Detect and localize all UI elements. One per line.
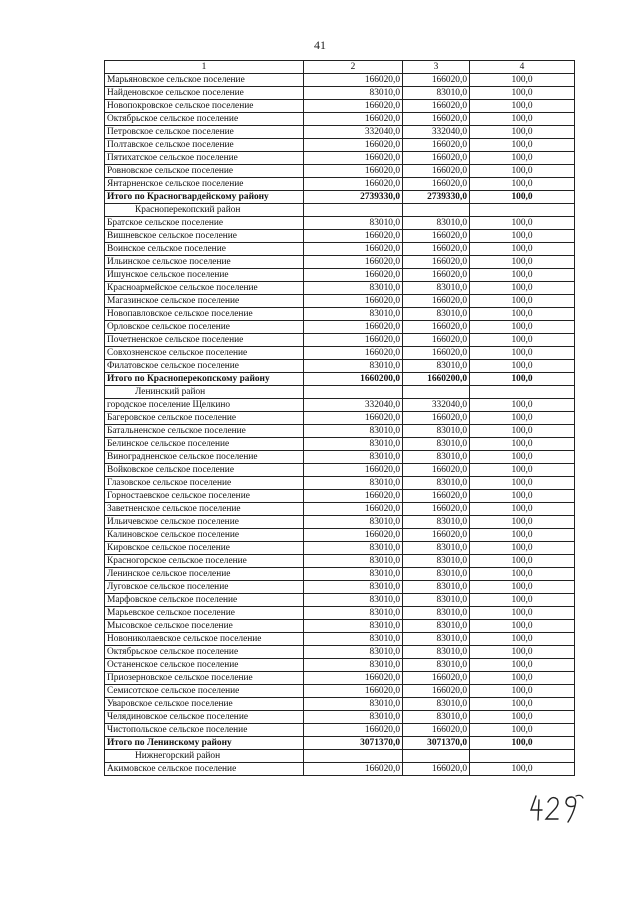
planned-amount-cell: 166020,0: [304, 503, 403, 516]
percent-cell: 100,0: [470, 334, 575, 347]
name-cell: Филатовское сельское поселение: [105, 360, 304, 373]
planned-amount-cell: 166020,0: [304, 763, 403, 776]
planned-amount-cell: 83010,0: [304, 360, 403, 373]
planned-amount-cell: 83010,0: [304, 646, 403, 659]
planned-amount-cell: 83010,0: [304, 581, 403, 594]
table-row: [105, 672, 575, 685]
table-row: [105, 178, 575, 191]
name-cell: Полтавское сельское поселение: [105, 139, 304, 152]
table-body: [105, 74, 575, 776]
percent-cell: 100,0: [470, 607, 575, 620]
table-row: [105, 477, 575, 490]
name-cell: Багеровское сельское поселение: [105, 412, 304, 425]
total-row: [105, 373, 575, 386]
table-row: [105, 438, 575, 451]
table-row: [105, 503, 575, 516]
table-row: [105, 334, 575, 347]
percent-cell: 100,0: [470, 178, 575, 191]
percent-cell: 100,0: [470, 516, 575, 529]
percent-cell: [470, 204, 575, 217]
table-row: [105, 594, 575, 607]
actual-amount-cell: 83010,0: [403, 425, 470, 438]
actual-amount-cell: 83010,0: [403, 438, 470, 451]
header-col-1: 1: [105, 61, 304, 74]
table-row: [105, 360, 575, 373]
name-cell: Совхозненское сельское поселение: [105, 347, 304, 360]
planned-amount-cell: 166020,0: [304, 347, 403, 360]
header-col-3: 3: [403, 61, 470, 74]
table-row: [105, 347, 575, 360]
name-cell: Глазовское сельское поселение: [105, 477, 304, 490]
planned-amount-cell: 166020,0: [304, 334, 403, 347]
name-cell: Кировское сельское поселение: [105, 542, 304, 555]
percent-cell: 100,0: [470, 191, 575, 204]
name-cell: Останенское сельское поселение: [105, 659, 304, 672]
percent-cell: 100,0: [470, 217, 575, 230]
percent-cell: 100,0: [470, 451, 575, 464]
planned-amount-cell: 166020,0: [304, 412, 403, 425]
planned-amount-cell: 166020,0: [304, 672, 403, 685]
percent-cell: 100,0: [470, 438, 575, 451]
name-cell: Ильичевское сельское поселение: [105, 516, 304, 529]
percent-cell: 100,0: [470, 126, 575, 139]
planned-amount-cell: 83010,0: [304, 451, 403, 464]
percent-cell: 100,0: [470, 425, 575, 438]
percent-cell: 100,0: [470, 100, 575, 113]
table-row: [105, 607, 575, 620]
planned-amount-cell: 83010,0: [304, 633, 403, 646]
handwritten-page-number: [528, 792, 588, 826]
table-row: [105, 282, 575, 295]
percent-cell: 100,0: [470, 321, 575, 334]
actual-amount-cell: 83010,0: [403, 646, 470, 659]
percent-cell: 100,0: [470, 711, 575, 724]
planned-amount-cell: 83010,0: [304, 542, 403, 555]
actual-amount-cell: 166020,0: [403, 672, 470, 685]
actual-amount-cell: 166020,0: [403, 178, 470, 191]
actual-amount-cell: 83010,0: [403, 542, 470, 555]
district-heading-row: [105, 204, 575, 217]
actual-amount-cell: 166020,0: [403, 334, 470, 347]
actual-amount-cell: 166020,0: [403, 269, 470, 282]
percent-cell: 100,0: [470, 74, 575, 87]
table-row: [105, 74, 575, 87]
planned-amount-cell: 83010,0: [304, 711, 403, 724]
header-col-2: 2: [304, 61, 403, 74]
planned-amount-cell: 166020,0: [304, 490, 403, 503]
name-cell: Ишунское сельское поселение: [105, 269, 304, 282]
percent-cell: 100,0: [470, 256, 575, 269]
name-cell: Акимовское сельское поселение: [105, 763, 304, 776]
planned-amount-cell: 83010,0: [304, 568, 403, 581]
name-cell: Октябрьское сельское поселение: [105, 113, 304, 126]
name-cell: Уваровское сельское поселение: [105, 698, 304, 711]
percent-cell: 100,0: [470, 113, 575, 126]
name-cell: Марьевское сельское поселение: [105, 607, 304, 620]
percent-cell: 100,0: [470, 347, 575, 360]
name-cell: Мысовское сельское поселение: [105, 620, 304, 633]
actual-amount-cell: 166020,0: [403, 74, 470, 87]
name-cell: Ильинское сельское поселение: [105, 256, 304, 269]
name-cell: Магазинское сельское поселение: [105, 295, 304, 308]
planned-amount-cell: 332040,0: [304, 399, 403, 412]
table-row: [105, 165, 575, 178]
percent-cell: 100,0: [470, 724, 575, 737]
percent-cell: 100,0: [470, 646, 575, 659]
planned-amount-cell: 166020,0: [304, 178, 403, 191]
planned-amount-cell: 83010,0: [304, 698, 403, 711]
table-row: [105, 100, 575, 113]
actual-amount-cell: 83010,0: [403, 607, 470, 620]
planned-amount-cell: [304, 750, 403, 763]
actual-amount-cell: 166020,0: [403, 412, 470, 425]
name-cell: Новониколаевское сельское поселение: [105, 633, 304, 646]
name-cell: Марфовское сельское поселение: [105, 594, 304, 607]
planned-amount-cell: 1660200,0: [304, 373, 403, 386]
percent-cell: 100,0: [470, 763, 575, 776]
actual-amount-cell: 166020,0: [403, 724, 470, 737]
actual-amount-cell: 83010,0: [403, 308, 470, 321]
header-row: [105, 61, 575, 74]
table-row: [105, 399, 575, 412]
percent-cell: 100,0: [470, 87, 575, 100]
actual-amount-cell: 83010,0: [403, 659, 470, 672]
planned-amount-cell: 166020,0: [304, 529, 403, 542]
table-row: [105, 763, 575, 776]
actual-amount-cell: 3071370,0: [403, 737, 470, 750]
percent-cell: 100,0: [470, 620, 575, 633]
planned-amount-cell: 166020,0: [304, 295, 403, 308]
percent-cell: [470, 750, 575, 763]
planned-amount-cell: 83010,0: [304, 217, 403, 230]
actual-amount-cell: 166020,0: [403, 256, 470, 269]
name-cell: Белинское сельское поселение: [105, 438, 304, 451]
actual-amount-cell: 83010,0: [403, 581, 470, 594]
budget-table: [104, 60, 575, 776]
name-cell: Семисотское сельское поселение: [105, 685, 304, 698]
planned-amount-cell: 166020,0: [304, 256, 403, 269]
district-heading-row: [105, 386, 575, 399]
name-cell: Найденовское сельское поселение: [105, 87, 304, 100]
actual-amount-cell: [403, 204, 470, 217]
percent-cell: 100,0: [470, 373, 575, 386]
table-row: [105, 659, 575, 672]
table-row: [105, 139, 575, 152]
table-row: [105, 425, 575, 438]
table-row: [105, 646, 575, 659]
name-cell: Пятихатское сельское поселение: [105, 152, 304, 165]
district-heading-row: [105, 750, 575, 763]
name-cell: Итого по Ленинскому району: [105, 737, 304, 750]
actual-amount-cell: 166020,0: [403, 503, 470, 516]
actual-amount-cell: 83010,0: [403, 555, 470, 568]
actual-amount-cell: 83010,0: [403, 698, 470, 711]
percent-cell: 100,0: [470, 594, 575, 607]
percent-cell: 100,0: [470, 295, 575, 308]
table-row: [105, 217, 575, 230]
actual-amount-cell: 166020,0: [403, 490, 470, 503]
planned-amount-cell: 166020,0: [304, 269, 403, 282]
table-row: [105, 126, 575, 139]
table-row: [105, 152, 575, 165]
name-cell: Петровское сельское поселение: [105, 126, 304, 139]
actual-amount-cell: 166020,0: [403, 295, 470, 308]
percent-cell: 100,0: [470, 308, 575, 321]
planned-amount-cell: 83010,0: [304, 87, 403, 100]
actual-amount-cell: 166020,0: [403, 113, 470, 126]
table-header: [105, 61, 575, 74]
name-cell: Виноградненское сельское поселение: [105, 451, 304, 464]
actual-amount-cell: 2739330,0: [403, 191, 470, 204]
actual-amount-cell: 166020,0: [403, 230, 470, 243]
table-row: [105, 711, 575, 724]
name-cell: городское поселение Щелкино: [105, 399, 304, 412]
percent-cell: 100,0: [470, 568, 575, 581]
percent-cell: 100,0: [470, 633, 575, 646]
table-row: [105, 633, 575, 646]
actual-amount-cell: 166020,0: [403, 321, 470, 334]
percent-cell: 100,0: [470, 243, 575, 256]
actual-amount-cell: 83010,0: [403, 516, 470, 529]
planned-amount-cell: 83010,0: [304, 620, 403, 633]
percent-cell: 100,0: [470, 282, 575, 295]
planned-amount-cell: 83010,0: [304, 438, 403, 451]
name-cell: Приозерновское сельское поселение: [105, 672, 304, 685]
percent-cell: 100,0: [470, 464, 575, 477]
actual-amount-cell: 83010,0: [403, 477, 470, 490]
planned-amount-cell: 83010,0: [304, 477, 403, 490]
name-cell: Войковское сельское поселение: [105, 464, 304, 477]
actual-amount-cell: 83010,0: [403, 711, 470, 724]
name-cell: Нижнегорский район: [105, 750, 304, 763]
actual-amount-cell: 166020,0: [403, 139, 470, 152]
planned-amount-cell: 83010,0: [304, 607, 403, 620]
actual-amount-cell: 83010,0: [403, 451, 470, 464]
name-cell: Новопокровское сельское поселение: [105, 100, 304, 113]
name-cell: Ленинское сельское поселение: [105, 568, 304, 581]
table-row: [105, 724, 575, 737]
table-row: [105, 529, 575, 542]
name-cell: Марьяновское сельское поселение: [105, 74, 304, 87]
header-col-4: 4: [470, 61, 575, 74]
actual-amount-cell: 166020,0: [403, 529, 470, 542]
planned-amount-cell: 166020,0: [304, 724, 403, 737]
name-cell: Красноперекопский район: [105, 204, 304, 217]
table-row: [105, 698, 575, 711]
actual-amount-cell: 1660200,0: [403, 373, 470, 386]
percent-cell: 100,0: [470, 399, 575, 412]
percent-cell: 100,0: [470, 165, 575, 178]
name-cell: Орловское сельское поселение: [105, 321, 304, 334]
planned-amount-cell: 166020,0: [304, 685, 403, 698]
percent-cell: 100,0: [470, 477, 575, 490]
name-cell: Ленинский район: [105, 386, 304, 399]
name-cell: Красноармейское сельское поселение: [105, 282, 304, 295]
actual-amount-cell: 166020,0: [403, 165, 470, 178]
percent-cell: 100,0: [470, 698, 575, 711]
table-row: [105, 412, 575, 425]
planned-amount-cell: 83010,0: [304, 282, 403, 295]
planned-amount-cell: 166020,0: [304, 230, 403, 243]
table-row: [105, 256, 575, 269]
actual-amount-cell: 166020,0: [403, 243, 470, 256]
name-cell: Итого по Красноперекопскому району: [105, 373, 304, 386]
table-row: [105, 516, 575, 529]
planned-amount-cell: 166020,0: [304, 321, 403, 334]
table-row: [105, 269, 575, 282]
name-cell: Луговское сельское поселение: [105, 581, 304, 594]
name-cell: Челядиновское сельское поселение: [105, 711, 304, 724]
actual-amount-cell: 83010,0: [403, 633, 470, 646]
total-row: [105, 191, 575, 204]
percent-cell: 100,0: [470, 737, 575, 750]
table-row: [105, 451, 575, 464]
table-row: [105, 243, 575, 256]
name-cell: Заветненское сельское поселение: [105, 503, 304, 516]
table-row: [105, 87, 575, 100]
planned-amount-cell: 166020,0: [304, 165, 403, 178]
actual-amount-cell: 83010,0: [403, 360, 470, 373]
planned-amount-cell: 332040,0: [304, 126, 403, 139]
name-cell: Братское сельское поселение: [105, 217, 304, 230]
table-row: [105, 308, 575, 321]
percent-cell: 100,0: [470, 269, 575, 282]
percent-cell: 100,0: [470, 139, 575, 152]
planned-amount-cell: 83010,0: [304, 594, 403, 607]
planned-amount-cell: 166020,0: [304, 464, 403, 477]
actual-amount-cell: 166020,0: [403, 763, 470, 776]
table-row: [105, 685, 575, 698]
name-cell: Почетненское сельское поселение: [105, 334, 304, 347]
planned-amount-cell: 3071370,0: [304, 737, 403, 750]
table-row: [105, 542, 575, 555]
percent-cell: 100,0: [470, 542, 575, 555]
actual-amount-cell: 166020,0: [403, 685, 470, 698]
name-cell: Новопавловское сельское поселение: [105, 308, 304, 321]
actual-amount-cell: 83010,0: [403, 620, 470, 633]
percent-cell: 100,0: [470, 152, 575, 165]
percent-cell: 100,0: [470, 230, 575, 243]
name-cell: Горностаевское сельское поселение: [105, 490, 304, 503]
page-number: 41: [314, 38, 326, 52]
percent-cell: 100,0: [470, 555, 575, 568]
actual-amount-cell: 83010,0: [403, 217, 470, 230]
table-row: [105, 230, 575, 243]
planned-amount-cell: 166020,0: [304, 139, 403, 152]
planned-amount-cell: 166020,0: [304, 74, 403, 87]
name-cell: Итого по Красногвардейскому району: [105, 191, 304, 204]
percent-cell: 100,0: [470, 581, 575, 594]
table-row: [105, 581, 575, 594]
actual-amount-cell: 332040,0: [403, 399, 470, 412]
name-cell: Красногорское сельское поселение: [105, 555, 304, 568]
name-cell: Октябрьское сельское поселение: [105, 646, 304, 659]
actual-amount-cell: 83010,0: [403, 282, 470, 295]
name-cell: Чистопольское сельское поселение: [105, 724, 304, 737]
name-cell: Батальненское сельское поселение: [105, 425, 304, 438]
table-row: [105, 568, 575, 581]
planned-amount-cell: [304, 204, 403, 217]
actual-amount-cell: [403, 386, 470, 399]
percent-cell: 100,0: [470, 503, 575, 516]
name-cell: Ровновское сельское поселение: [105, 165, 304, 178]
table-row: [105, 113, 575, 126]
percent-cell: 100,0: [470, 685, 575, 698]
planned-amount-cell: 166020,0: [304, 113, 403, 126]
table-row: [105, 490, 575, 503]
actual-amount-cell: 332040,0: [403, 126, 470, 139]
actual-amount-cell: 83010,0: [403, 594, 470, 607]
planned-amount-cell: 166020,0: [304, 152, 403, 165]
percent-cell: 100,0: [470, 490, 575, 503]
planned-amount-cell: 83010,0: [304, 308, 403, 321]
percent-cell: 100,0: [470, 529, 575, 542]
table-row: [105, 464, 575, 477]
table-row: [105, 620, 575, 633]
actual-amount-cell: 166020,0: [403, 100, 470, 113]
actual-amount-cell: 166020,0: [403, 152, 470, 165]
name-cell: Воинское сельское поселение: [105, 243, 304, 256]
actual-amount-cell: 166020,0: [403, 347, 470, 360]
percent-cell: 100,0: [470, 659, 575, 672]
percent-cell: 100,0: [470, 360, 575, 373]
planned-amount-cell: 166020,0: [304, 243, 403, 256]
percent-cell: 100,0: [470, 412, 575, 425]
actual-amount-cell: 83010,0: [403, 568, 470, 581]
percent-cell: [470, 386, 575, 399]
actual-amount-cell: 166020,0: [403, 464, 470, 477]
planned-amount-cell: 83010,0: [304, 516, 403, 529]
name-cell: Вишневское сельское поселение: [105, 230, 304, 243]
table-row: [105, 555, 575, 568]
actual-amount-cell: 83010,0: [403, 87, 470, 100]
table-row: [105, 295, 575, 308]
total-row: [105, 737, 575, 750]
percent-cell: 100,0: [470, 672, 575, 685]
planned-amount-cell: 83010,0: [304, 659, 403, 672]
table-row: [105, 321, 575, 334]
planned-amount-cell: 2739330,0: [304, 191, 403, 204]
planned-amount-cell: 83010,0: [304, 425, 403, 438]
planned-amount-cell: [304, 386, 403, 399]
planned-amount-cell: 166020,0: [304, 100, 403, 113]
name-cell: Янтарненское сельское поселение: [105, 178, 304, 191]
planned-amount-cell: 83010,0: [304, 555, 403, 568]
name-cell: Калиновское сельское поселение: [105, 529, 304, 542]
actual-amount-cell: [403, 750, 470, 763]
